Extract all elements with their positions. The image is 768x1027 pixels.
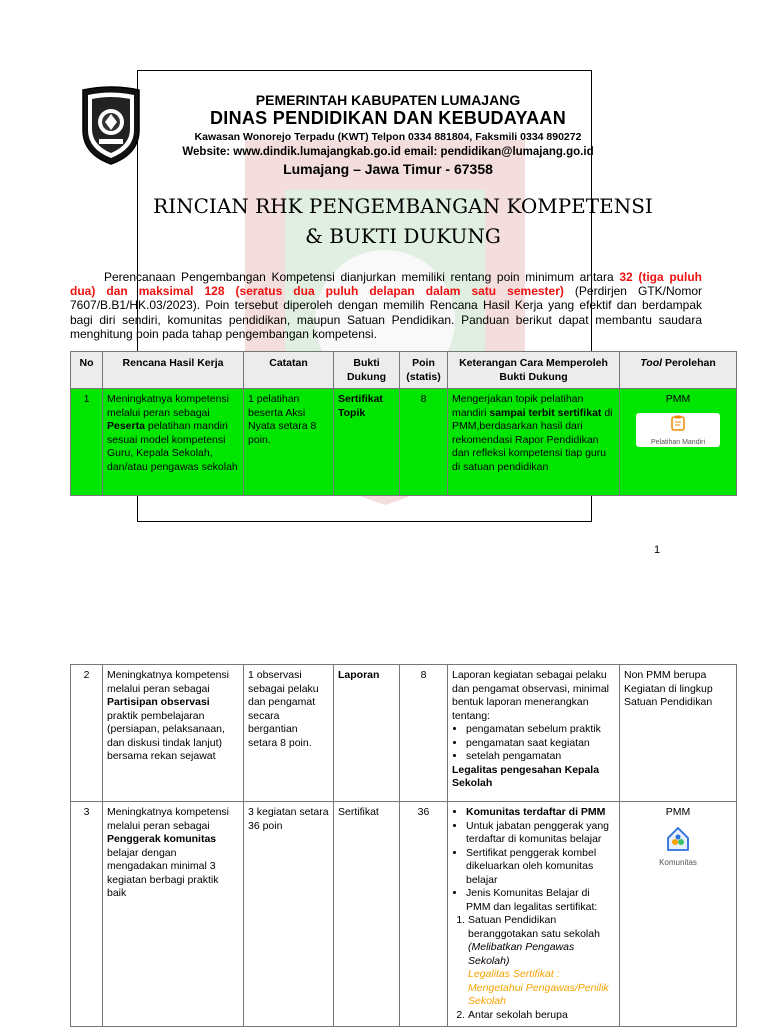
row3-ket-list (452, 806, 615, 914)
col-tool (620, 352, 737, 389)
row3-rhk: Meningkatnya kompetensi melalui peran sebagai Penggerak komunitas belajar dengan mengadakan minimal 3 kegiatan berbagi praktik baik (103, 802, 244, 1027)
row1-rhk: Meningkatnya kompetensi melalui peran sebagai Peserta pelatihan mandiri sesuai model kompetensi Guru, Kepala Sekolah, dan/atau pengawas sekolah (103, 389, 244, 496)
row2-rhk: Meningkatnya kompetensi melalui peran sebagai Partisipan observasi praktik pembelajaran (persiapan, pelaksanaan, dan diskusi tindak lanjut) bersama rekan sejawat (103, 665, 244, 802)
intro-point-range: 32 (tiga puluh dua) dan maksimal 128 (seratus dua puluh delapan dalam satu semester) (70, 270, 703, 299)
row2-bukti: Laporan (334, 665, 400, 802)
row2-tool: Non PMM berupa Kegiatan di lingkup Satuan Pendidikan (620, 665, 737, 802)
row3-bukti: Sertifikat (334, 802, 400, 1027)
col-tool-italic: Tool (640, 357, 663, 369)
row1-poin: 8 (400, 389, 448, 496)
row1-tool-label: PMM (665, 393, 691, 405)
header-website-email: Website: www.dindik.lumajangkab.go.id email: pendidikan@lumajang.go.id (182, 146, 594, 158)
clipboard-icon (671, 415, 685, 431)
list-item: • pengamatan saat kegiatan (466, 737, 615, 751)
col-no: No (71, 352, 103, 389)
list-item: • Untuk jabatan penggerak yang terdaftar di komunitas belajar (466, 820, 615, 847)
list-item: • pengamatan sebelum praktik (466, 723, 615, 737)
table-row (71, 802, 737, 1027)
list-item: 1. Satuan Pendidikan beranggotakan satu sekolah (Melibatkan Pengawas Sekolah) Legalitas Sertifikat : Mengetahui Pengawas/Penilik Sekolah (468, 914, 615, 1009)
row2-ket-legalitas: Legalitas pengesahan Kepala Sekolah (452, 763, 600, 789)
row2-ket-intro: Laporan kegiatan sebagai pelaku dan pengamat observasi, minimal bentuk laporan menerangkan tentang: (452, 669, 609, 722)
col-poin: Poin (statis) (400, 352, 448, 389)
header-city: Lumajang – Jawa Timur - 67358 (283, 161, 493, 177)
col-tool-rest: Perolehan (662, 357, 716, 369)
pelatihan-mandiri-label: Pelatihan Mandiri (650, 439, 706, 446)
col-catatan: Catatan (244, 352, 334, 389)
page-number: 1 (654, 544, 661, 556)
list-item: • Komunitas terdaftar di PMM (466, 806, 615, 820)
row1-no: 1 (71, 389, 103, 496)
list-item: • Jenis Komunitas Belajar di PMM dan legalitas sertifikat: (466, 887, 615, 914)
row2-catatan: 1 observasi sebagai pelaku dan pengamat secara bergantian setara 8 poin. (244, 665, 334, 802)
col-bukti: Bukti Dukung (334, 352, 400, 389)
intro-text-2: (Perdirjen GTK/Nomor 7607/B.B1/HK.03/2023). Poin tersebut diperoleh dengan memilih Rencana Hasil Kerja yang efektif dan berdampak bagi diri sendiri, komunitas pendidikan, maupun Satuan Pendidikan. Panduan berikut dapat membantu saudara menghitung poin pada tahap pengembangan kompetensi. (70, 284, 702, 341)
col-keterangan: Keterangan Cara Memperoleh Bukti Dukung (448, 352, 620, 389)
row3-tool (620, 802, 737, 1027)
lumajang-regency-logo (79, 86, 143, 166)
table-row (71, 665, 737, 802)
pelatihan-mandiri-card (636, 413, 720, 447)
row3-no: 3 (71, 802, 103, 1027)
list-item: 2. Antar sekolah berupa (468, 1009, 615, 1023)
table-header-row (71, 352, 737, 389)
rhk-table (70, 351, 737, 496)
row1-bukti: Sertifikat Topik (334, 389, 400, 496)
row3-keterangan (448, 802, 620, 1027)
document-subtitle: & BUKTI DUKUNG (305, 224, 501, 248)
list-item: • setelah pengamatan (466, 750, 615, 764)
komunitas-card (648, 826, 708, 870)
row3-ket-numbered (452, 914, 615, 1022)
rhk-table-continued (70, 664, 737, 1027)
document-title: RINCIAN RHK PENGEMBANGAN KOMPETENSI (153, 194, 653, 218)
list-item: • Sertifikat penggerak kombel dikeluarkan oleh komunitas belajar (466, 847, 615, 888)
row1-catatan: 1 pelatihan beserta Aksi Nyata setara 8 poin. (244, 389, 334, 496)
community-house-icon (666, 826, 690, 852)
row2-poin: 8 (400, 665, 448, 802)
row2-keterangan (448, 665, 620, 802)
row1-keterangan: Mengerjakan topik pelatihan mandiri sampai terbit sertifikat di PMM,berdasarkan hasil dari rekomendasi Rapor Pendidikan dan refleksi kompetensi tiap guru di satuan pendidikan (448, 389, 620, 496)
header-address: Kawasan Wonorejo Terpadu (KWT) Telpon 0334 881804, Faksmili 0334 890272 (194, 131, 582, 143)
row3-catatan: 3 kegiatan setara 36 poin (244, 802, 334, 1027)
row2-ket-list (452, 723, 615, 764)
row2-no: 2 (71, 665, 103, 802)
header-department: DINAS PENDIDIKAN DAN KEBUDAYAAN (209, 108, 566, 128)
intro-text-1: Perencanaan Pengembangan Kompetensi dianjurkan memiliki rentang poin minimum antara (104, 270, 620, 284)
header-government: PEMERINTAH KABUPATEN LUMAJANG (255, 92, 521, 108)
col-rhk: Rencana Hasil Kerja (103, 352, 244, 389)
table-row (71, 389, 737, 496)
row3-poin: 36 (400, 802, 448, 1027)
row3-tool-label: PMM (665, 806, 691, 818)
komunitas-label: Komunitas (659, 858, 697, 867)
row1-tool (620, 389, 737, 496)
intro-paragraph (70, 270, 702, 341)
